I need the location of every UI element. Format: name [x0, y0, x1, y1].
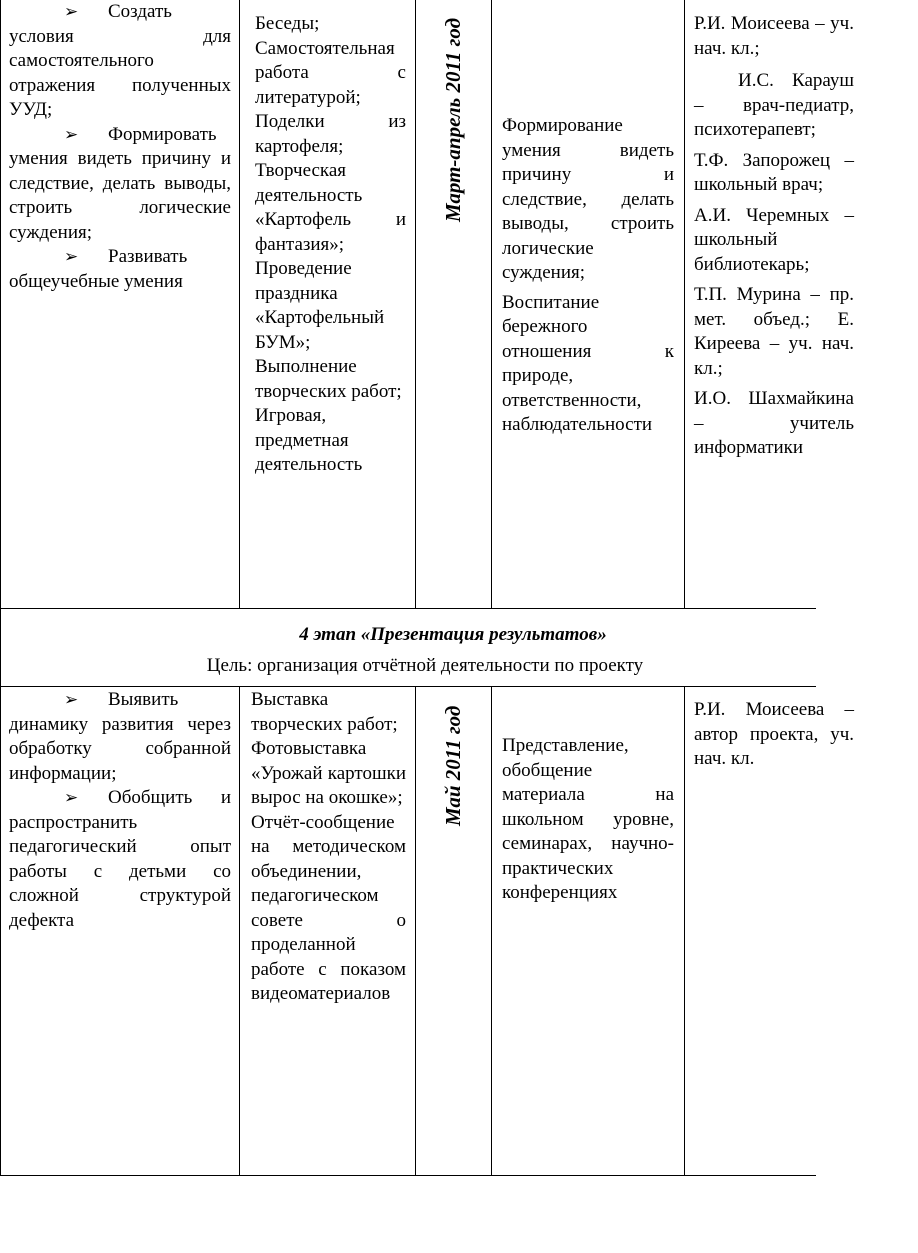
task-text: Создать условия для самостоятельного отражения полученных УУД;	[9, 1, 231, 120]
row1-results-cell	[502, 114, 674, 438]
task-text: Обобщить и распространить педагогический опыт работы с детьми со сложной структурой дефекта	[9, 787, 231, 931]
result-item: Формирование умения видеть причину и следствие, делать выводы, строить логические суждения;	[502, 115, 674, 283]
task-text: Формировать умения видеть причину и следствие, делать выводы, строить логические суждения;	[9, 123, 231, 243]
arrow-bullet-icon: ➢	[64, 690, 79, 709]
stage-goal: Цель: организация отчётной деятельности по проекту	[206, 655, 644, 676]
row2-period: Май 2011 год	[441, 705, 465, 826]
column-divider-4	[684, 0, 685, 608]
arrow-bullet-icon: ➢	[64, 124, 79, 144]
task-item	[9, 123, 231, 246]
responsible-item: Р.И. Моисеева – уч. нач. кл.;	[694, 13, 854, 59]
responsible-item: И.О. Шахмайкина – учитель информатики	[694, 388, 854, 458]
column-divider-3b	[491, 686, 492, 1176]
task-text: Развивать общеучебные умения	[9, 246, 188, 292]
table-bottom-border	[0, 1175, 816, 1176]
stage-title: 4 этап «Презентация результатов»	[299, 624, 607, 645]
responsible-item: Р.И. Моисеева – автор проекта, уч. нач. кл.	[694, 699, 854, 769]
responsible-item: А.И. Черемных – школьный библиотекарь;	[694, 204, 854, 275]
row-divider-1	[0, 608, 816, 609]
activity-item: Игровая, предметная деятельность	[255, 405, 363, 475]
arrow-bullet-icon: ➢	[64, 247, 79, 266]
activity-item: Отчёт-сообщение на методическом объединении, педагогическом совете о проделанной работе с показом видеоматериалов	[251, 811, 406, 1004]
responsible-item: И.С. Карауш – врач-педиатр, психотерапевт;	[694, 70, 854, 140]
column-divider-1b	[239, 686, 240, 1176]
column-divider-2b	[415, 686, 416, 1176]
activity-item: Фотовыставка «Урожай картошки вырос на окошке»;	[251, 738, 406, 808]
task-item	[9, 0, 231, 123]
activity-item: Творческая деятельность «Картофель и фантазия»;	[255, 160, 406, 255]
table-left-border	[0, 0, 1, 1176]
arrow-bullet-icon: ➢	[64, 788, 79, 807]
responsible-item: Т.Ф. Запорожец – школьный врач;	[694, 149, 854, 195]
activity-item: Поделки из картофеля;	[255, 111, 406, 157]
activity-item: Выполнение творческих работ;	[255, 356, 402, 402]
column-divider-3	[491, 0, 492, 608]
task-text: Выявить динамику развития через обработку собранной информации;	[9, 689, 231, 784]
result-item: Воспитание бережного отношения к природе, ответственности, наблюдательности	[502, 291, 674, 435]
row2-results-cell	[502, 734, 674, 906]
row-divider-2	[0, 686, 816, 687]
task-item	[9, 245, 231, 294]
activity-item: Выставка творческих работ;	[251, 689, 398, 735]
result-item: Представление, обобщение материала на школьном уровне, семинарах, научно-практических конференциях	[502, 735, 674, 903]
row2-activities-cell	[251, 688, 406, 1007]
row1-responsible-cell	[694, 12, 854, 461]
task-item	[9, 786, 231, 933]
responsible-item: Т.П. Мурина – пр. мет. объед.; Е. Киреева – уч. нач. кл.;	[694, 284, 854, 379]
activity-item: Беседы;	[255, 13, 320, 34]
row1-activities-cell	[251, 12, 406, 478]
row2-responsible-cell	[694, 698, 854, 772]
row1-tasks-cell	[9, 0, 231, 294]
task-item	[9, 688, 231, 786]
column-divider-1	[239, 0, 240, 608]
row1-period: Март-апрель 2011 год	[441, 17, 465, 222]
activity-item: Самостоятельная работа с литературой;	[255, 37, 406, 108]
column-divider-2	[415, 0, 416, 608]
row2-tasks-cell	[9, 688, 231, 933]
arrow-bullet-icon: ➢	[64, 2, 79, 21]
activity-item: Проведение праздника «Картофельный БУМ»;	[255, 258, 385, 353]
column-divider-4b	[684, 686, 685, 1176]
